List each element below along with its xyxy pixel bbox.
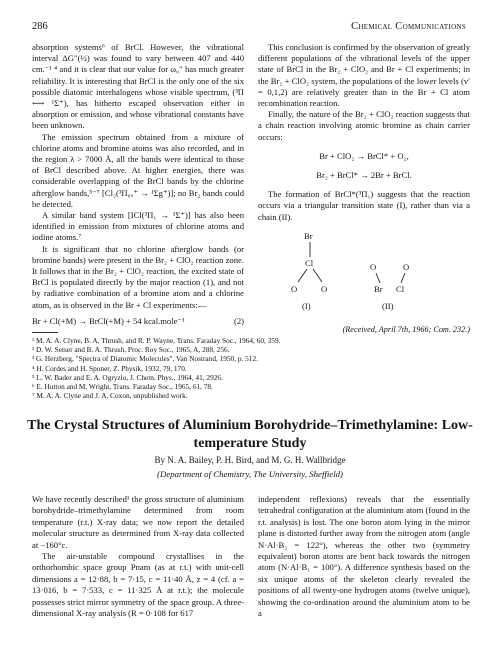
received-note: (Received, April 7th, 1966; Com. 232.) bbox=[342, 324, 470, 334]
paragraph: It is significant that no chlorine afterglow bands (or bromine bands) were present in the Br₂ + ClO₂ reaction zone. It follows that in the Br₂ + ClO₂ reaction, the excited state of BrCl is populated directly by the major reaction (1), and not by radiative combination of a bromine atom and a chlorine atom, as is observed in the Br + Cl experiments:— bbox=[32, 243, 244, 310]
page-number: 286 bbox=[32, 21, 48, 32]
footnote-rule bbox=[32, 332, 58, 333]
right-column-top bbox=[258, 42, 470, 335]
reaction-equation: Br + ClO₂ → BrCl* + O₂, bbox=[319, 150, 409, 161]
structure-diagram bbox=[258, 229, 470, 321]
bond-line bbox=[313, 269, 322, 282]
article-affiliation: (Department of Chemistry, The University, Sheffield) bbox=[157, 469, 343, 479]
bond-line bbox=[376, 273, 380, 283]
bond-lines bbox=[258, 229, 470, 321]
reference: ² D. W. Setser and B. A. Thrush, Proc. Roy Soc., 1965, A, 288, 256. bbox=[32, 345, 230, 355]
article-authors: By N. A. Bailey, P. H. Bird, and M. G. H. Wallbridge bbox=[154, 455, 346, 465]
structure-label-i: (I) bbox=[302, 300, 311, 311]
atom-o: O bbox=[291, 283, 298, 294]
paragraph: This conclusion is confirmed by the observation of greatly different populations of the vibrational levels of the upper state of BrCl in the Br₂ + ClO₂ and Br + Cl experiments; in the Br₂ + ClO₂ system, the populations of the lower levels (v′ = 0,1,2) are relatively greater than in the Br + Cl atom recombination reaction. bbox=[258, 42, 470, 109]
bond-line bbox=[401, 273, 405, 283]
reference: ⁵ L. W. Bader and E. A. Ogryzlo, J. Chem. Phys., 1964, 41, 2926. bbox=[32, 372, 223, 382]
reaction-equation: Br₂ + BrCl* → 2Br + BrCl. bbox=[316, 170, 412, 181]
references bbox=[32, 336, 281, 401]
atom-br: Br bbox=[374, 283, 383, 294]
paragraph: We have recently described¹ the gross structure of aluminium borohydride–trimethylamine determined from room temperature (r.t.) X-ray data; we now report the detailed molecular structure as determined from X-ray data collected at −160°c. bbox=[32, 494, 244, 550]
paragraph: independent reflexions) reveals that the essentially tetrahedral configuration at the aluminium atom (found in the r.t. analysis) is lost. The one boron atom lying in the mirror plane is distorted further away from the nitrogen atom (angle N·Al·B₂ = 122°), whereas the other two (symmetry equivalent) boron atoms are bent back towards the nitrogen atom (N·Al·B₁ = 100°). A difference synthesis based on the six unique atoms of the skeleton clearly revealed the positions of all twenty-one hydrogen atoms (twelve unique), showing the co-ordination around the aluminium atom to be a bbox=[258, 494, 470, 619]
reference: ⁷ M. A. A. Clyne and J. A. Coxon, unpublished work. bbox=[32, 391, 188, 401]
reference: ³ G. Herzberg, "Spectra of Diatomic Molecules", Van Nostrand, 1950, p. 512. bbox=[32, 354, 258, 364]
paragraph: The emission spectrum obtained from a mixture of chlorine atoms and bromine atoms was also recorded, and in the region λ > 7000 Å, all the bands were identical to those of BrCl described above. At higher energies, there was considerable overlapping of the BrCl bands by the chlorine afterglow bands,⁵⁻⁷ [Cl₂(³Π₀ᵤ⁺ → ¹Σg⁺)]; no Br₂ bands could be detected. bbox=[32, 131, 244, 209]
structure-label-ii: (II) bbox=[382, 300, 394, 311]
paragraph: The formation of BrCl*(³Π₁) suggests that the reaction occurs via a triangular transition state (I), rather than via a chain (II). bbox=[258, 189, 470, 222]
paragraph: absorption systems⁶ of BrCl. However, the vibrational interval ΔG″(½) was found to vary between 407 and 440 cm.⁻¹ ⁴ and it is clear that our value for ω₀″ has much greater reliability. It is interesting that BrCl is the only one of the six possible diatomic interhalogens whose visible spectrum, (³Π ⟷ ¹Σ⁺), has hitherto escaped observation either in absorption or emission, and whose vibrational constants have been unknown. bbox=[32, 42, 244, 131]
atom-o: O bbox=[370, 261, 377, 272]
atom-o: O bbox=[403, 261, 410, 272]
paragraph: Finally, the nature of the Br₂ + ClO₂ reaction suggests that a chain reaction involving atomic bromine as chain carrier occurs: bbox=[258, 109, 470, 142]
atom-o: O bbox=[321, 283, 328, 294]
atom-cl: Cl bbox=[305, 257, 314, 268]
paragraph: The air-unstable compound crystallises in the orthorhombic space group Pnam (as at r.t.) with unit-cell dimensions a = 12·88, b = 7·15, c = 11·40 Å, z = 4 (cf. a = 13·016, b = 7·533, c = 11·325 Å at r.t.); the molecule possesses strict mirror symmetry of the space group. A three-dimensional X-ray analysis (R = 0·108 for 617 bbox=[32, 551, 244, 619]
article-title: The Crystal Structures of Aluminium Borohydride–Trimethylamine: Low-temperature Study bbox=[27, 418, 473, 451]
reference: ¹ M. A. A. Clyne, B. A. Thrush, and R. P. Wayne, Trans. Faraday Soc., 1964, 60, 359. bbox=[32, 336, 281, 346]
reference: ⁶ E. Hutton and M. Wright, Trans. Faraday Soc., 1965, 61, 78. bbox=[32, 382, 213, 392]
reference: ⁴ H. Cordes and H. Sponer, Z. Physik, 1932, 79, 170. bbox=[32, 363, 187, 373]
paragraph: A similar band system [ICl(³Π₁ → ¹Σ⁺)] has also been identified in emission from mixtures of chlorine atoms and iodine atoms.⁷ bbox=[32, 210, 244, 243]
equation-2 bbox=[32, 316, 244, 327]
bond-line bbox=[298, 269, 307, 282]
article-left-column bbox=[32, 494, 244, 619]
atom-cl: Cl bbox=[396, 283, 405, 294]
atom-br: Br bbox=[304, 230, 313, 241]
left-column-top bbox=[32, 42, 281, 401]
equation-number: (2) bbox=[233, 315, 244, 326]
journal-running-head: Chemical Communications bbox=[351, 21, 466, 32]
article-right-column bbox=[258, 494, 470, 619]
equation-text: Br + Cl(+M) → BrCl(+M) + 54 kcal.mole⁻¹ bbox=[32, 315, 185, 326]
